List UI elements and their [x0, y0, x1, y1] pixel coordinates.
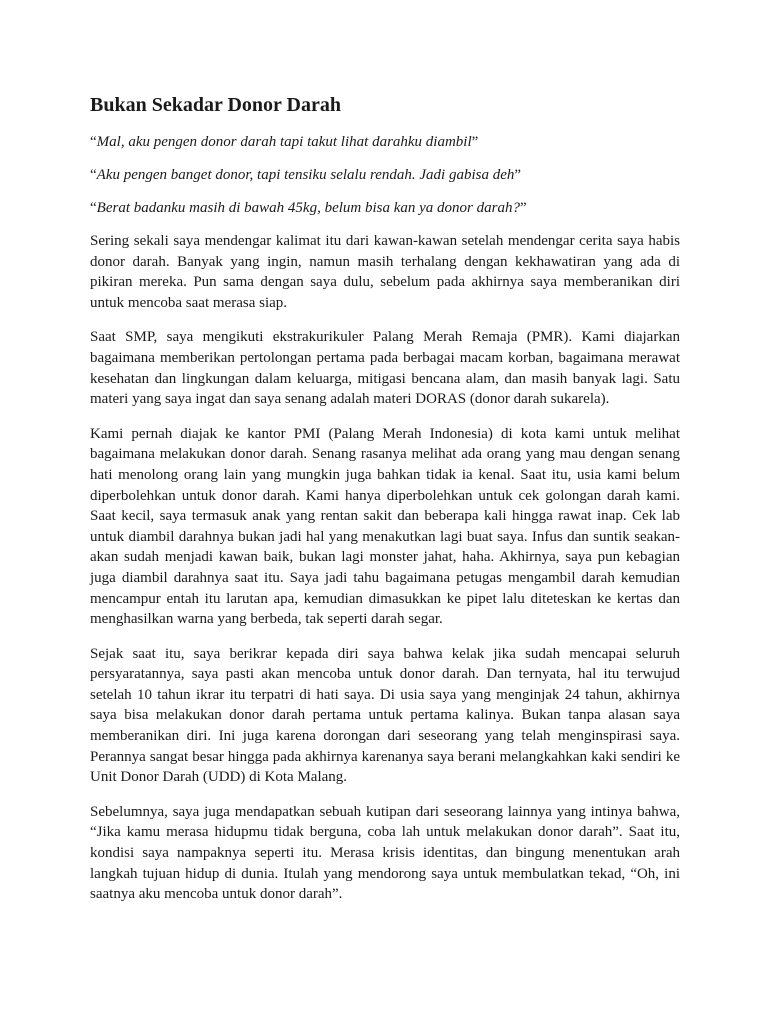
document-title: Bukan Sekadar Donor Darah — [90, 94, 341, 116]
quote-close-mark: ” — [471, 134, 479, 150]
document-page — [90, 92, 680, 919]
quote-close-mark: ” — [514, 167, 522, 183]
paragraph-1: Sering sekali saya mendengar kalimat itu dari kawan-kawan setelah mendengar cerita saya habis donor darah. Banyak yang ingin, namun masih terhalang dengan kekhawatiran yang ada di pikiran mereka. Pun sama dengan saya dulu, sebelum pada akhirnya saya memberanikan diri untuk mencoba saat merasa siap. — [90, 233, 680, 311]
quote-open-mark: “ — [90, 134, 97, 150]
quote-open-mark: “ — [90, 200, 97, 216]
quote-2 — [90, 165, 680, 186]
quote-3 — [90, 198, 680, 219]
paragraph-4: Sejak saat itu, saya berikrar kepada diri saya bahwa kelak jika sudah mencapai seluruh persyaratannya, saya pasti akan mencoba untuk donor darah. Dan ternyata, hal itu terwujud setelah 10 tahun ikrar itu terpatri di hati saya. Di usia saya yang menginjak 24 tahun, akhirnya saya bisa melakukan donor darah pertama untuk pertama kalinya. Bukan tanpa alasan saya memberanikan diri. Ini juga karena dorongan dari seseorang yang telah menginspirasi saya. Perannya sangat besar hingga pada akhirnya karenanya saya berani melangkahkan kaki sendiri ke Unit Donor Darah (UDD) di Kota Malang. — [90, 645, 680, 786]
paragraph-2: Saat SMP, saya mengikuti ekstrakurikuler Palang Merah Remaja (PMR). Kami diajarkan bagaimana memberikan pertolongan pertama pada berbagai macam korban, bagaimana merawat kesehatan dan lingkungan dalam keluarga, mitigasi bencana alam, dan masih banyak lagi. Satu materi yang saya ingat dan saya senang adalah materi DORAS (donor darah sukarela). — [90, 329, 680, 408]
quote-text: Berat badanku masih di bawah 45kg, belum bisa kan ya donor darah? — [96, 200, 520, 216]
quote-open-mark: “ — [90, 167, 97, 183]
paragraph-5: Sebelumnya, saya juga mendapatkan sebuah kutipan dari seseorang lainnya yang intinya bahwa, “Jika kamu merasa hidupmu tidak berguna, coba lah untuk melakukan donor darah”. Saat itu, kondisi saya nampaknya seperti itu. Merasa krisis identitas, dan bingung menentukan arah langkah tujuan hidup di dunia. Itulah yang mendorong saya untuk membulatkan tekad, “Oh, ini saatnya aku mencoba untuk donor darah”. — [90, 803, 680, 903]
quote-text: Mal, aku pengen donor darah tapi takut lihat darahku diambil — [96, 134, 472, 150]
quote-close-mark: ” — [519, 200, 527, 216]
quote-1 — [90, 132, 680, 153]
quote-text: Aku pengen banget donor, tapi tensiku selalu rendah. Jadi gabisa deh — [96, 167, 515, 183]
paragraph-3: Kami pernah diajak ke kantor PMI (Palang Merah Indonesia) di kota kami untuk melihat bagaimana melakukan donor darah. Senang rasanya melihat ada orang yang mau dengan senang hati menolong orang lain yang mungkin juga bahkan tidak ia kenal. Saat itu, usia kami belum diperbolehkan untuk donor darah. Kami hanya diperbolehkan untuk cek golongan darah kami. Saat kecil, saya termasuk anak yang rentan sakit dan beberapa kali hingga rawat inap. Cek lab untuk diambil darahnya bukan jadi hal yang menakutkan lagi buat saya. Infus dan suntik seakan-akan sudah menjadi kawan baik, bukan lagi monster jahat, haha. Akhirnya, saya pun kebagian juga diambil darahnya saat itu. Saya jadi tahu bagaimana petugas mengambil darah kemudian mencampur entah itu larutan apa, kemudian dimasukkan ke pipet lalu diteteskan ke kertas dan menghasilkan warna yang berbeda, tak seperti darah segar. — [90, 425, 680, 628]
